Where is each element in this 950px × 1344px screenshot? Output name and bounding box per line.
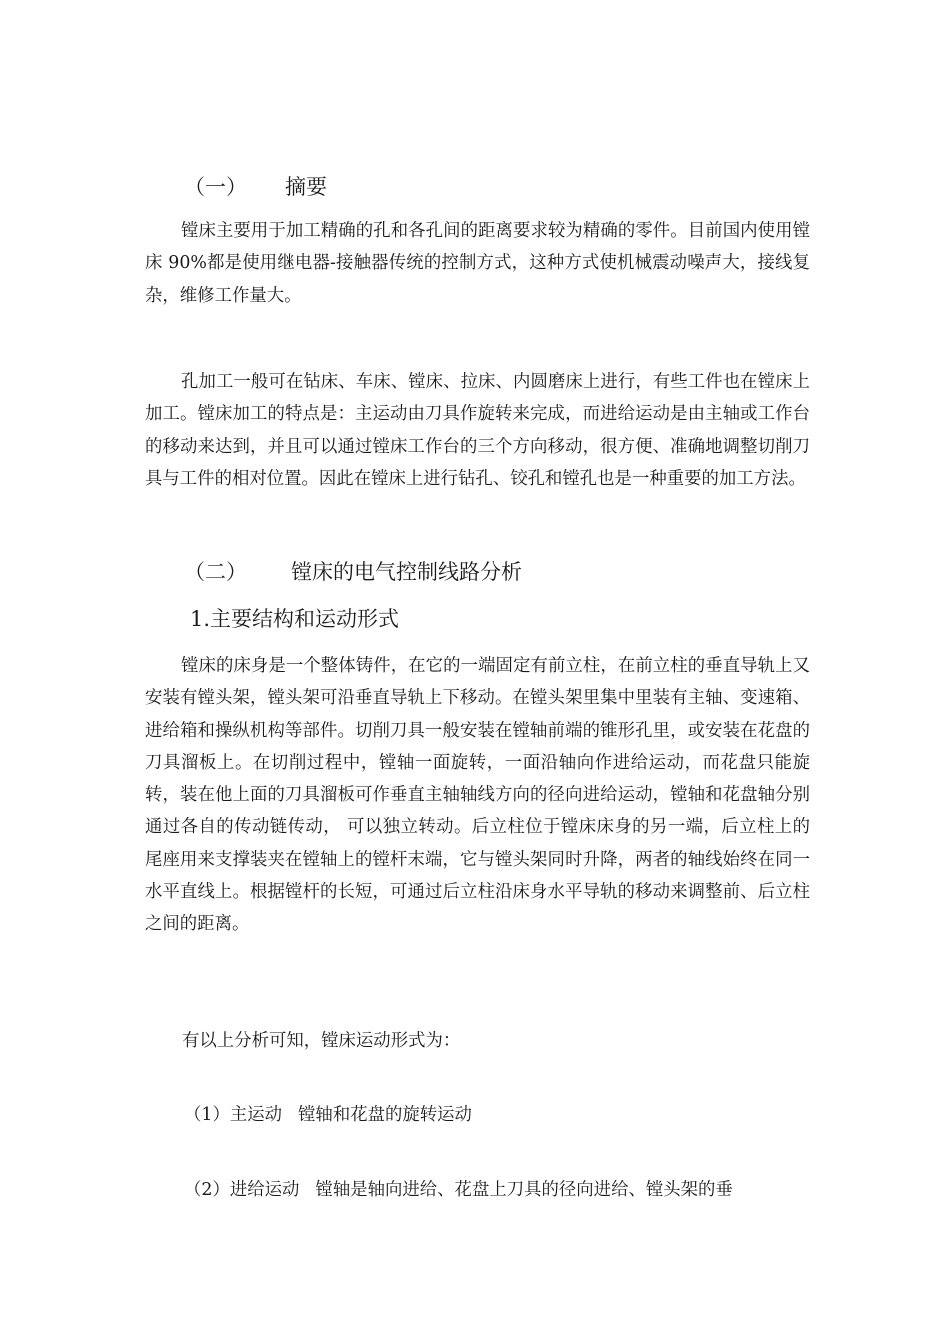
- section-heading-electrical-analysis: [184, 562, 522, 583]
- list-item-text: 镗轴和花盘的旋转运动: [298, 1105, 472, 1125]
- list-item-label: （1）主运动: [184, 1105, 283, 1125]
- section-title: 摘要: [285, 175, 327, 199]
- list-item-label: （2）进给运动: [184, 1180, 300, 1200]
- list-item-main-motion: [184, 1107, 472, 1124]
- section-number: （一）: [184, 175, 247, 199]
- section-title: 镗床的电气控制线路分析: [291, 560, 522, 584]
- list-item-text: 镗轴是轴向进给、花盘上刀具的径向进给、镗头架的垂: [315, 1180, 733, 1200]
- paragraph-hole-processing: 孔加工一般可在钻床、车床、镗床、拉床、内圆磨床上进行，有些工件也在镗床上加工。镗床加工的特点是：主运动由刀具作旋转来完成，而进给运动是由主轴或工作台的移动来达到，并且可以通过镗床工作台的三个方向移动，很方便、准确地调整切削刀具与工件的相对位置。因此在镗床上进行钻孔、铰孔和镗孔也是一种重要的加工方法。: [145, 372, 810, 489]
- paragraph-abstract: 镗床主要用于加工精确的孔和各孔间的距离要求较为精确的零件。目前国内使用镗床 90%都是使用继电器-接触器传统的控制方式，这种方式使机械震动噪声大，接线复杂，维修工作量大。: [145, 221, 810, 306]
- list-item-feed-motion: [184, 1182, 733, 1199]
- subsection-heading-structure: 1.主要结构和运动形式: [190, 607, 400, 631]
- paragraph-structure: 镗床的床身是一个整体铸件，在它的一端固定有前立柱，在前立柱的垂直导轨上又安装有镗头架，镗头架可沿垂直导轨上下移动。在镗头架里集中里装有主轴、变速箱、进给箱和操纵机构等部件。切削刀具一般安装在镗轴前端的锥形孔里，或安装在花盘的刀具溜板上。在切削过程中，镗轴一面旋转，一面沿轴向作进给运动，而花盘只能旋转，装在他上面的刀具溜板可作垂直主轴轴线方向的径向进给运动，镗轴和花盘轴分别通过各自的传动链传动， 可以独立转动。后立柱位于镗床床身的另一端，后立柱上的尾座用来支撑装夹在镗轴上的镗杆末端，它与镗头架同时升降，两者的轴线始终在同一水平直线上。根据镗杆的长短，可通过后立柱沿床身水平导轨的移动来调整前、后立柱之间的距离。: [145, 656, 810, 935]
- section-number: （二）: [184, 560, 247, 584]
- paragraph-motion-forms: 有以上分析可知，镗床运动形式为：: [182, 1031, 461, 1051]
- section-heading-abstract: [184, 177, 327, 198]
